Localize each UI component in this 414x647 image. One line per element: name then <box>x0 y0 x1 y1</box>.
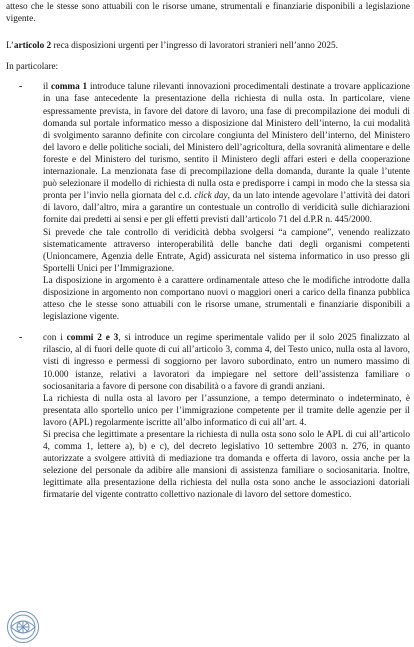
list-item-commi-2-3 <box>6 332 410 501</box>
list-item-comma-1 <box>6 81 410 323</box>
commi-2-3-label: commi 2 e 3 <box>66 333 119 344</box>
commi-2-3-text-a: con i <box>43 333 67 344</box>
comma-1-text-b: introduce talune rilevanti innovazioni procedimentali destinate a trovare applicazione in una fase antecedente la presentazione della richiesta di nulla osta. In particolare, viene espressamente prevista, in favore del datore di lavoro, una fase di precompilazione dei moduli di domanda sul portale informatico messo a disposizione dal Ministero dell’interno, la cui modalità di svolgimento saranno definite con circolare congiunta del Ministero dell’interno, del Ministero del lavoro e delle politiche sociali, del Ministero dell’agricoltura, della sovranità alimentare e delle foreste e del Ministero del turismo, sentito il Ministero degli affari esteri e della cooperazione internazionale. La menzionata fase di precompilazione della domanda, durante la quale l’utente può selezionare il modello di richiesta di nulla osta e predisporre i campi in modo che la stessa sia pronta per l’invio nella giornata del c.d. <box>43 82 410 202</box>
article-2-rest: reca disposizioni urgenti per l’ingresso di lavoratori stranieri nell’anno 2025. <box>51 41 338 52</box>
bullet-dash: - <box>19 332 23 344</box>
click-day-term: click day <box>194 191 228 202</box>
seal-logo-icon <box>6 610 40 644</box>
comma-1-text-c: , da un lato intende agevolare l’attività dei datori di lavoro, dall’altro, mira a garantire un contestuale un controllo di veridicità sulle dichiarazioni fornite dai predetti ai sensi e per gli effetti previsti dall’articolo 71 del d.P.R n. 445/2000. <box>43 191 411 226</box>
comma-1-paragraph <box>43 81 410 226</box>
veridicita-paragraph: Si prevede che tale controllo di veridicità debba svolgersi “a campione”, venendo realizzato sistematicamente attraverso interoperabilità delle banche dati degli organismi competenti (Unioncamere, Agenzia delle Entrate, Agid) assicurata nel sistema informatico in uso presso gli Sportelli Unici per l’Immigrazione. <box>43 227 410 274</box>
disposizione-paragraph: La disposizione in argomento è a carattere ordinamentale atteso che le modifiche introdotte dalla disposizione in argomento non comportano nuovi o maggiori oneri a carico della finanza pubblica atteso che le stesse sono attuabili con le risorse umane, strumentali e finanziarie disponibili a legislazione vigente. <box>43 275 410 323</box>
article-2-label: articolo 2 <box>13 41 52 52</box>
item-list <box>6 81 410 501</box>
intro-tail-paragraph: atteso che le stesse sono attuabili con le risorse umane, strumentali e finanziarie disponibili a legislazione vigente. <box>6 2 410 25</box>
comma-1-label: comma 1 <box>50 82 88 93</box>
commi-2-3-paragraph <box>43 332 410 392</box>
richiesta-paragraph: La richiesta di nulla osta al lavoro per l’assunzione, a tempo determinato o indeterminato, è presentata allo sportello unico per l’immigrazione competente per il tramite delle agenzie per il lavoro (APL) regolarmente iscritte all’albo informatico di cui all’art. 4. <box>43 393 410 428</box>
commi-2-3-text-b: , si introduce un regime sperimentale valido per il solo 2025 finalizzato al rilascio, al di fuori delle quote di cui all’articolo 3, comma 4, del Testo unico, nulla osta al lavoro, visti di ingresso e permessi di soggiorno per lavoro subordinato, entro un numero massimo di 10.000 istanze, relativi a lavoratori da impiegare nel settore dell’assistenza familiare o sociosanitaria a favore di persone con disabilità o a favore di grandi anziani. <box>43 333 410 392</box>
in-particolare-label: In particolare: <box>6 62 59 73</box>
bullet-dash: - <box>19 81 23 93</box>
document-page <box>6 0 410 502</box>
apl-paragraph: Si precisa che legittimate a presentare la richiesta di nulla osta sono solo le APL di cui all’articolo 4, comma 1, lettere a), b) e c), del decreto legislativo 10 settembre 2003 n. 276, in quanto autorizzate a svolgere attività di mediazione tra domanda e offerta di lavoro, ossia anche per la selezione del personale da adibire alle mansioni di assistenza familiare o sociosanitaria. Inoltre, legittimate alla presentazione della richiesta del nulla osta sono anche le associazioni datoriali firmatarie del vigente contratto collettivo nazionale di lavoro del settore domestico. <box>43 430 410 501</box>
article-2-paragraph <box>6 40 410 52</box>
comma-1-text-a: il <box>43 82 51 93</box>
article-2-prefix: L’ <box>6 41 14 52</box>
